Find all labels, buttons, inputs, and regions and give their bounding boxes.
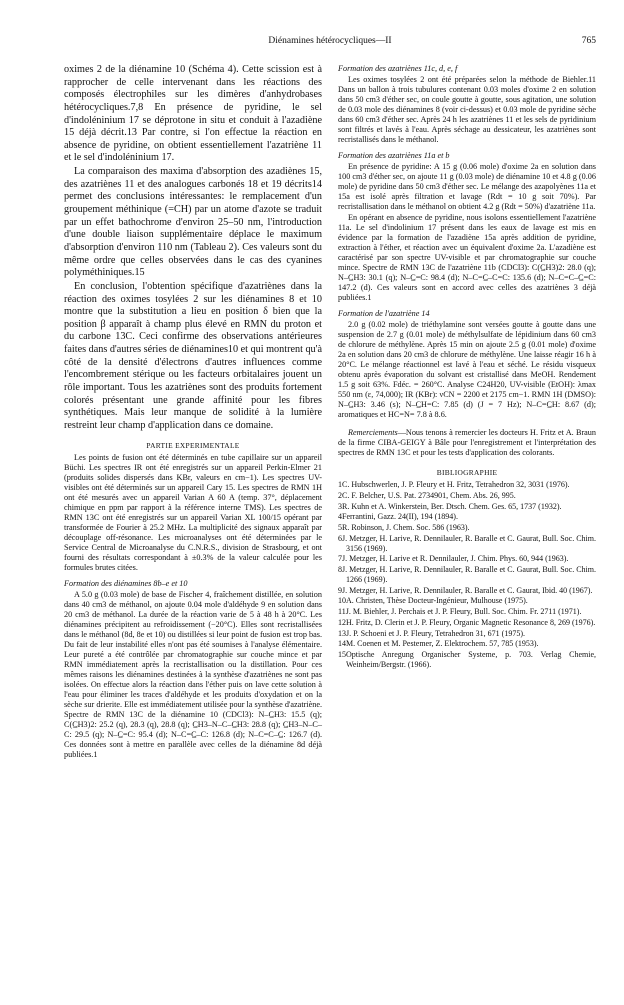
reference-item: 5R. Robinson, J. Chem. Soc. 586 (1963).	[338, 523, 470, 533]
section-heading: PARTIE EXPERIMENTALE	[146, 440, 240, 450]
bibliography-heading: BIBLIOGRAPHIE	[436, 468, 498, 477]
acknowledgements	[338, 428, 596, 458]
reference-item: 8J. Metzger, H. Larive, R. Dennilauler, R. Baralle et C. Gaurat, Bull. Soc. Chim. 1266 (1969).	[338, 565, 596, 584]
reference-item: 6J. Metzger, H. Larive, R. Dennilauler, R. Baralle et C. Gaurat, Bull. Soc. Chim. 3156 (1969).	[338, 533, 596, 553]
left-column	[64, 64, 322, 761]
paragraph: La comparaison des maxima d'absorption des azadiènes 15, des azatriènes 11 et des analogues carbonés 18 et 19 décrits14 permet des conclusions intéressantes: le remplacement d'un groupement méthinique (=CH) par un atome d'azote se traduit par un effet bathochrome d'environ 25–50 nm, l'introduction d'une double liaison supplémentaire déplace le maximum d'absorption d'environ 110 nm (Tableau 2). Ces valeurs sont du même ordre que celles observées dans le cas des cyanines polyméthiniques.15	[64, 166, 322, 279]
subsection-title: Formation de l'azatriène 14	[338, 309, 430, 318]
right-column	[338, 64, 596, 671]
reference-item: 4Ferrantini, Gazz. 24(II), 194 (1894).	[338, 512, 458, 522]
reference-item: 1C. Hubschwerlen, J. P. Fleury et H. Fritz, Tetrahedron 32, 3031 (1976).	[338, 480, 570, 490]
paragraph: 2.0 g (0.02 mole) de triéthylamine sont versées goutte à goutte dans une suspension de 2.7 g (0.01 mole) de méthylsulfate de lépidinium dans 60 cm3 de chlorure de méthylène. Après 15 min on ajoute 2.5 g (0.01 mole) d'oxime 2a en solution dans 20 cm3 de chlorure de méthylène. Une laisse réagir 16 h à 20°C. Le mélange réactionnel est lavé à l'eau et séché. Le résidu visqueux obtenu après évaporation du solvant est cristallisé dans MeOH. Rendement 1.5 g soit 63%. Fdéc. = 260°C. Analyse C24H20, UV-visible (EtOH): λmax 550 nm (ε, 74,000); IR (KBr): νCN = 2200 et 2175 cm−1. RMN 1H (DMSO): N–C̲H3: 3.46 (s); N–C̲H=C: 7.85 (d) (J = 7 Hz); N–C=C̲H: 8.67 (d); aromatiques et HC=N= 7.8 à 8.6.	[338, 320, 596, 419]
subsection-title: Formation des azatriènes 11a et b	[338, 151, 450, 160]
reference-item: 9J. Metzger, H. Larive, R. Dennilauler, R. Baralle et C. Gaurat, Ibid. 40 (1967).	[338, 585, 593, 595]
subsection-title: Formation des azatriènes 11c, d, e, f	[338, 64, 458, 73]
acknowledgements-label: Remerciements	[348, 428, 398, 437]
reference-list	[338, 480, 596, 670]
paragraph: En opérant en absence de pyridine, nous isolons essentiellement l'azatriène 11a. Le sel d'indolinium 17 présent dans les eaux de lavage est mis en évidence par la formation de l'azadiène 15a après addition de pyridine, extraction à l'éther, et réaction avec un équivalent d'oxime 2a. L'azadiène est caractérisé par son spectre UV-visible et par chromatographie sur couche mince. Spectre de RMN 13C de l'azatriène 11b (CDCl3): C(C̲H3)2: 28.0 (q); N–C̲H3: 30.1 (q); N–C̲=C: 98.4 (d); N–C=C̲–C=C: 135.6 (d); N–C=C–C̲=C: 147.2 (d). Ces valeurs sont en accord avec celles des azatriènes 3 déjà publiées.1	[338, 213, 596, 302]
reference-item: 12H. Fritz, D. Clerin et J. P. Fleury, Organic Magnetic Resonance 8, 269 (1976).	[338, 617, 596, 627]
reference-item: 15Optische Anregung Organischer Systeme, p. 703. Verlag Chemie, Weinheim/Bergstr. (1966).	[338, 650, 596, 669]
paragraph: En conclusion, l'obtention spécifique d'azatriènes dans la réaction des oximes tosylées 2 sur les diénamines 8 et 10 montre que la substitution a lieu en position δ bien que la position β apparaît à champ plus élevé en RMN du proton et du carbone 13C. Ceci confirme des observations antérieures faites dans d'autres séries de diénamines10 et qui montrent qu'à côté de la densité d'électrons d'autres influences comme l'encombrement stérique ou les facteurs orbitalaires jouent un rôle important. Tous les azatriènes sont des produits fortement colorés présentant une grande affinité pour les fibres synthétiques. Mais leur manque de solidité à la lumière restreint leur champ d'application dans ce domaine.	[64, 280, 323, 431]
page-number: 765	[581, 36, 596, 46]
reference-item: 13J. P. Schoeni et J. P. Fleury, Tetrahedron 31, 671 (1975).	[338, 628, 525, 638]
running-title: Diénamines hétérocycliques—II	[268, 36, 392, 46]
acknowledgements-text: —Nous tenons à remercier les docteurs H. Fritz et A. Braun de la firme CIBA-GEIGY à Bâle pour l'enregistrement et l'interprétation des spectres de RMN 13C et pour les tests d'application des colorants.	[338, 428, 596, 457]
reference-item: 14M. Coenen et M. Pestemer, Z. Elektrochem. 57, 785 (1953).	[338, 639, 539, 649]
reference-item: 10A. Christen, Thèse Docteur-Ingénieur, Mulhouse (1975).	[338, 596, 528, 606]
reference-item: 2C. F. Belcher, U.S. Pat. 2734901, Chem. Abs. 26, 995.	[338, 490, 516, 500]
paragraph: Les oximes tosylées 2 ont été préparées selon la méthode de Biehler.11 Dans un ballon à trois tubulures contenant 0.03 moles d'oxime 2 en solution dans 50 cm3 d'éther sec, on coule goutte à goutte, sous agitation, une solution de 0.03 mole des diénamines 8 (voir ci-dessus) et 0.03 mole de pyridine sèche dans 60 cm3 d'éther sec. Après 24 h les azatriènes 11 et les sels de pyridinium sont filtrés et lavés à l'eau. Après séchage au dessicateur, les azatriènes sont recristallisés dans le méthanol.	[338, 75, 596, 144]
subsection-title: Formation des diénamines 8b–e et 10	[64, 578, 188, 588]
reference-item: 11J. M. Biehler, J. Perchais et J. P. Fleury, Bull. Soc. Chim. Fr. 2711 (1971).	[338, 607, 582, 617]
running-header	[64, 36, 596, 50]
paragraph: A 5.0 g (0.03 mole) de base de Fischer 4, fraîchement distillée, en solution dans 40 cm3 de méthanol, on ajoute 0.04 mole d'aldéhyde 9 en solution dans 20 cm3 de méthanol. La durée de la réaction varie de 5 à 48 h à 20°C. Les diénamines précipitent au refroidissement (−20°C). Elles sont recristallisées dans le méthanol (8d, 8e et 10) ou distillées si leur point de fusion est trop bas. Du fait de leur instabilité elles n'ont pas été soumises à l'analyse élémentaire. Leur pureté a été contrôlée par chromatographie sur couche mince et par RMN immédiatement après la recristallisation ou la distillation. Pour ces mêmes raisons les diénamines destinées à la synthèse d'azatriènes ne sont pas isolées. On effectue alors la réaction dans l'éther puis on lave cette solution à l'eau pour éliminer les traces d'aldéhyde et les produits d'oxydation et on la sèche sur drierite. Elle est immédiatement utilisée pour la synthèse d'azatriène. Spectre de RMN 13C de la diénamine 10 (CDCl3): N–C̲H3: 15.5 (q); C(C̲H3)2: 25.2 (q), 28.3 (q), 28.8 (q); C̲H3–N–C–C̲H3: 28.8 (q); C̲H3–N–C–C: 29.5 (q); N–C̲=C: 95.4 (d); N–C=C̲–C: 126.8 (d); N–C=C–C̲: 126.7 (d). Ces données sont à mettre en parallèle avec celles de la diénamine 8d déjà publiées.1	[64, 589, 322, 759]
paragraph: En présence de pyridine: A 15 g (0.06 mole) d'oxime 2a en solution dans 100 cm3 d'éther sec, on ajoute 11 g (0.03 mole) de diénamine 10 et 4.8 g (0.06 mole) de pyridine dans 50 cm3 d'éther sec. Le mélange des azapolyènes 11a et 15a est isolé après filtration et lavage (Rdt = 10 g soit 70%). Par recristallisation dans le méthanol on obtient 4.2 g (Rdt = 50%) d'azatriène 11a.	[338, 162, 596, 211]
paragraph: Les points de fusion ont été déterminés en tube capillaire sur un appareil Büchi. Les spectres IR ont été enregistrés sur un appareil Perkin-Elmer 21 (produits solides dispersés dans KBr, valeurs en cm−1). Les spectres UV-visibles ont été déterminés sur un appareil Cary 15. Les spectres de RMN 1H ont été mesurés avec un appareil Varian A 60 A (temp. 37°, déplacement chimique en ppm par rapport à la référence interne TMS). Les spectres de RMN 13C ont été enregistrés sur un appareil Varian XL 100/15 opérant par transformée de Fourier à 25.2 MHz. La multiplicité des signaux apparaît par découplage off-résonance. Les microanalyses ont été déterminées par le Service Central de Microanalyse du C.N.R.S., division de Strasbourg, et ont fourni des résultats correspondant à ±0.3% de la valeur calculée pour les formules brutes citées.	[64, 452, 322, 572]
reference-item: 7J. Metzger, H. Larive et R. Dennilauler, J. Chim. Phys. 60, 944 (1963).	[338, 554, 569, 564]
paragraph: oximes 2 de la diénamine 10 (Schéma 4). Cette scission est à rapprocher de celle intervenant dans les réactions des composés électrophiles sur les dimères d'anhydrobases hétérocycliques.7,8 En présence de pyridine, le sel d'indoléninium 17 se déprotone in situ et conduit à l'azadiène 15 déjà décrit.13 Par contre, si l'on effectue la réaction en absence de pyridine, on obtient essentiellement l'azatriène 11 et le sel d'indoléninium 17.	[64, 64, 322, 164]
reference-item: 3R. Kuhn et A. Winkerstein, Ber. Dtsch. Chem. Ges. 65, 1737 (1932).	[338, 501, 562, 511]
